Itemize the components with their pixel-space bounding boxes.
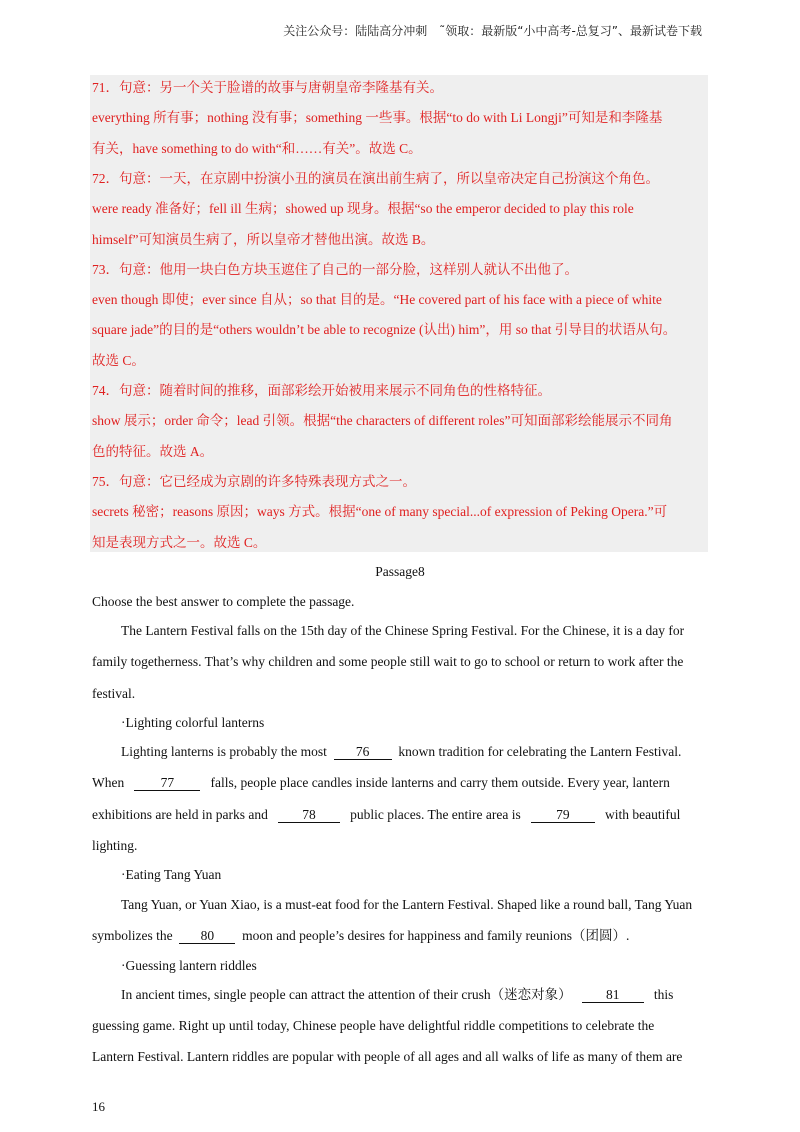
passage-title: Passage8: [375, 564, 425, 579]
answer-line: square jade”的目的是“others wouldn’t be able to recognize (认出) him”，用 so that 引导目的状语从句。: [92, 322, 677, 337]
paragraph-line: lighting.: [92, 838, 138, 853]
text: symbolizes the: [92, 928, 173, 943]
answer-line: 知是表现方式之一。故选 C。: [92, 535, 267, 550]
text: this: [653, 987, 674, 1002]
page-number: 16: [92, 1099, 105, 1114]
section-heading: ·Guessing lantern riddles: [121, 958, 257, 973]
answer-line: 有关，have something to do with“和……有关”。故选 C。: [92, 141, 422, 156]
answer-line: 色的特征。故选 A。: [92, 444, 214, 459]
answer-line: 74．句意：随着时间的推移，面部彩绘开始被用来展示不同角色的性格特征。: [92, 383, 551, 398]
paragraph-line: festival.: [92, 686, 136, 701]
blank-81: 81: [582, 988, 644, 1003]
blank-78: 78: [278, 808, 340, 823]
paragraph-line: [92, 807, 680, 823]
text: moon and people’s desires for happiness and family reunions（团圆）.: [242, 928, 630, 943]
section-heading: ·Eating Tang Yuan: [121, 867, 222, 882]
paragraph-line: [92, 775, 670, 791]
blank-76: 76: [334, 745, 392, 760]
answer-line: show 展示；order 命令；lead 引领。根据“the characters of different roles”可知面部彩绘能展示不同角: [92, 413, 673, 428]
answer-line: were ready 准备好；fell ill 生病；showed up 现身。根据“so the emperor decided to play this role: [92, 201, 634, 216]
blank-79: 79: [531, 808, 595, 823]
blank-77: 77: [134, 776, 200, 791]
answer-line: 75．句意：它已经成为京剧的许多特殊表现方式之一。: [92, 474, 416, 489]
paragraph-line: Tang Yuan, or Yuan Xiao, is a must-eat food for the Lantern Festival. Shaped like a round ball, Tang Yuan: [121, 897, 693, 912]
section-heading: ·Lighting colorful lanterns: [121, 715, 265, 730]
text: When: [92, 775, 125, 790]
paragraph-line: family togetherness. That’s why children and some people still wait to go to school or return to work after the: [92, 654, 684, 669]
text: Lighting lanterns is probably the most: [121, 744, 327, 759]
answer-line: himself”可知演员生病了，所以皇帝才替他出演。故选 B。: [92, 232, 435, 247]
text: public places. The entire area is: [350, 807, 521, 822]
paragraph-line: Lantern Festival. Lantern riddles are popular with people of all ages and all walks of life as many of them are: [92, 1049, 683, 1064]
text: In ancient times, single people can attract the attention of their crush（迷恋对象）: [121, 987, 572, 1002]
paragraph-line: guessing game. Right up until today, Chinese people have delightful riddle competitions to celebrate the: [92, 1018, 655, 1033]
instruction: Choose the best answer to complete the passage.: [92, 594, 355, 609]
answer-line: 71．句意：另一个关于脸谱的故事与唐朝皇帝李隆基有关。: [92, 80, 443, 95]
paragraph-line: [92, 928, 629, 944]
text: known tradition for celebrating the Lantern Festival.: [398, 744, 682, 759]
paragraph-line: The Lantern Festival falls on the 15th day of the Chinese Spring Festival. For the Chinese, it is a day for: [121, 623, 685, 638]
text: falls, people place candles inside lanterns and carry them outside. Every year, lantern: [210, 775, 670, 790]
answer-line: 73．句意：他用一块白色方块玉遮住了自己的一部分脸，这样别人就认不出他了。: [92, 262, 578, 277]
text: with beautiful: [605, 807, 681, 822]
answer-line: even though 即使；ever since 自从；so that 目的是。“He covered part of his face with a piece of white: [92, 292, 662, 307]
answer-line: 故选 C。: [92, 353, 145, 368]
paragraph-line: [121, 744, 681, 760]
answer-line: everything 所有事；nothing 没有事；something 一些事。根据“to do with Li Longji”可知是和李隆基: [92, 110, 663, 125]
paragraph-line: [121, 987, 673, 1003]
text: exhibitions are held in parks and: [92, 807, 268, 822]
answer-line: secrets 秘密；reasons 原因；ways 方式。根据“one of many special...of expression of Peking Opera.”可: [92, 504, 668, 519]
blank-80: 80: [179, 929, 235, 944]
page-header: 关注公众号：陆陆高分冲刺 ˜领取：最新版“小中高考-总复习”、最新试卷下载: [283, 24, 702, 38]
answer-line: 72．句意：一天，在京剧中扮演小丑的演员在演出前生病了，所以皇帝决定自己扮演这个角色。: [92, 171, 659, 186]
